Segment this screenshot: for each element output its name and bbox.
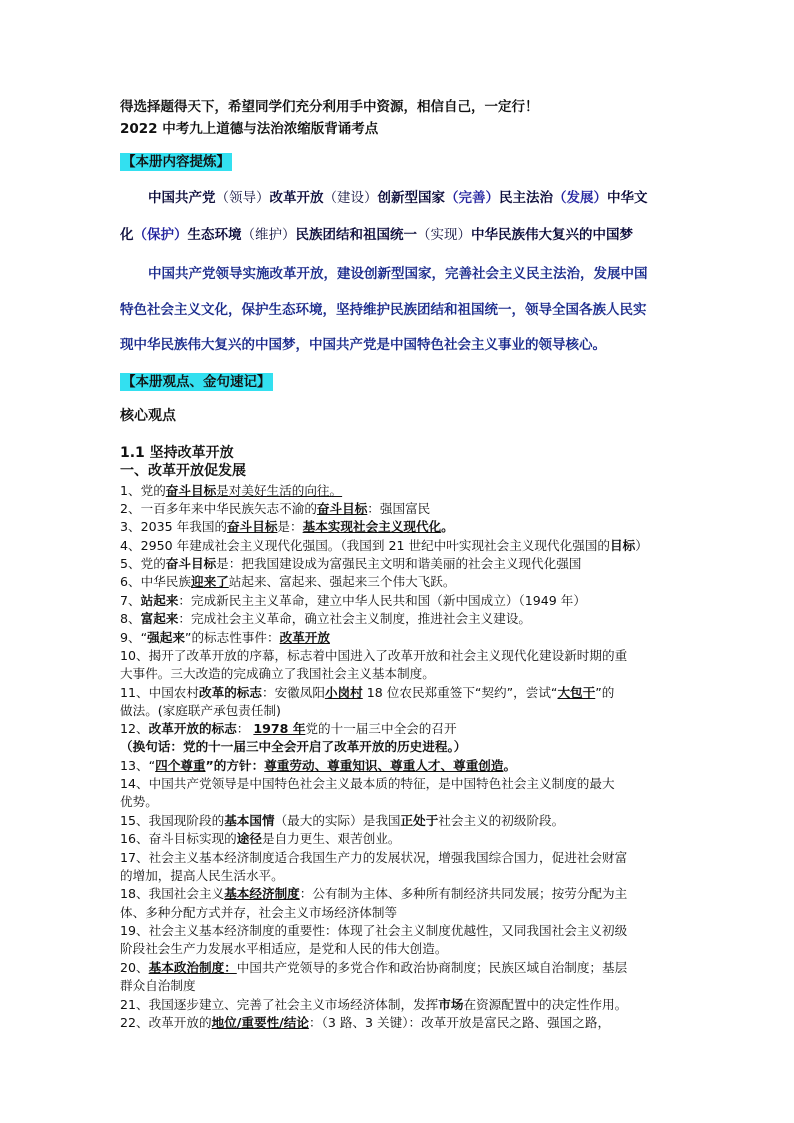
viewpoint-text: 在资源配置中的决定性作用。 <box>463 997 628 1012</box>
viewpoint-text: 站起来、富起来、强起来三个伟大飞跃。 <box>228 574 456 589</box>
summary-term: 民主法治 <box>499 190 553 206</box>
viewpoint-line <box>120 865 284 884</box>
viewpoint-text: 1、党的 <box>120 483 166 498</box>
viewpoint-text: 奋斗目标 <box>165 483 217 498</box>
viewpoint-text: 。 <box>503 758 517 773</box>
summary-paren: （保护） <box>133 227 188 243</box>
viewpoint-line <box>120 938 447 957</box>
section-heading-label: 【本册内容提炼】 <box>122 154 230 170</box>
viewpoint-line <box>120 773 615 792</box>
viewpoint-text: 15、我国现阶段的 <box>120 813 225 828</box>
summary-line-1 <box>148 186 648 206</box>
summary-paren: （领导） <box>215 190 270 206</box>
viewpoint-text: 9、“ <box>120 630 148 645</box>
viewpoint-line <box>120 700 281 719</box>
viewpoint-text: 16、奋斗目标实现的 <box>120 831 237 846</box>
summary-term: 中华民族伟大复兴的中国梦 <box>471 227 633 243</box>
viewpoint-line <box>120 718 457 737</box>
summary-paren: （维护） <box>241 227 296 243</box>
summary-term: 改革开放 <box>269 190 324 206</box>
viewpoint-text: 中国共产党领导的多党合作和政治协商制度；民族区域自治制度；基层 <box>236 960 628 975</box>
viewpoint-line <box>120 663 435 682</box>
viewpoint-text: ：安徽凤阳 <box>261 685 325 700</box>
viewpoint-text: 大包干 <box>557 685 596 700</box>
viewpoint-line <box>120 810 564 829</box>
viewpoint-text: 21、我国逐步建立、完善了社会主义市场经济体制，发挥 <box>120 997 439 1012</box>
viewpoint-text: 目标 <box>610 538 636 553</box>
viewpoint-text: 11、中国农村 <box>120 685 199 700</box>
viewpoint-text: 18 位农民郑重签下“契约”，尝试“ <box>362 685 558 700</box>
summary-paren: （发展） <box>553 190 607 206</box>
viewpoint-text: 迎来了 <box>190 574 229 589</box>
viewpoint-text: 群众自治制度 <box>120 978 196 993</box>
viewpoint-line <box>120 498 430 517</box>
viewpoint-text: 小岗村 <box>324 685 363 700</box>
summary-line-2 <box>120 223 633 243</box>
viewpoint-line <box>120 791 158 810</box>
viewpoint-text: 2、一百多年来中华民族矢志不渝的 <box>120 501 317 516</box>
summary-paragraph-line: 现中华民族伟大复兴的中国梦，中国共产党是中国特色社会主义事业的领导核心。 <box>120 337 606 353</box>
summary-term: 中国共产党 <box>148 190 216 206</box>
viewpoint-text: ） <box>635 538 648 553</box>
summary-term: 创新型国家 <box>377 190 445 206</box>
viewpoint-text: 大事件。三大改造的完成确立了我国社会主义基本制度。 <box>120 666 435 681</box>
viewpoint-text: ：强国富民 <box>367 501 431 516</box>
viewpoint-text: 改革开放的标志 <box>148 721 237 736</box>
section-heading-viewpoints <box>120 370 273 390</box>
viewpoint-text: 的增加，提高人民生活水平。 <box>120 868 284 883</box>
viewpoint-line <box>120 571 455 590</box>
viewpoint-text: 22、改革开放的 <box>120 1015 212 1030</box>
summary-term: 化 <box>120 227 134 243</box>
summary-term: 生态环境 <box>187 227 242 243</box>
viewpoint-line <box>120 535 648 554</box>
viewpoint-text: 3、2035 年我国的 <box>120 519 228 534</box>
viewpoint-text: ：（3 路、3 关键）：改革开放是富民之路、强国之路， <box>308 1015 611 1030</box>
viewpoint-text: ：完成社会主义革命，确立社会主义制度，推进社会主义建设。 <box>178 611 532 626</box>
viewpoint-text: 12、 <box>120 721 149 736</box>
viewpoint-text: 站起来 <box>140 593 179 608</box>
section-heading-content <box>120 150 232 170</box>
viewpoint-text: 10、揭开了改革开放的序幕，标志着中国进入了改革开放和社会主义现代化建设新时期的重 <box>120 648 628 663</box>
doc-title: 2022 中考九上道德与法治浓缩版背诵考点 <box>120 121 379 137</box>
summary-paragraph-line: 特色社会主义文化，保护生态环境，坚持维护民族团结和祖国统一，领导全国各族人民实 <box>120 302 647 318</box>
viewpoint-text: ：完成新民主主义革命，建立中华人民共和国（新中国成立）（1949 年） <box>178 593 586 608</box>
viewpoint-text: ：公有制为主体、多种所有制经济共同发展；按劳分配为主 <box>299 886 628 901</box>
viewpoint-line <box>120 608 531 627</box>
viewpoint-text: （换句话：党的十一届三中全会开启了改革开放的历史进程。） <box>120 739 467 754</box>
viewpoint-line <box>120 590 586 609</box>
viewpoint-text: ”的 <box>595 685 615 700</box>
viewpoint-text: 尊重劳动、尊重知识、尊重人才、尊重创造 <box>264 758 504 773</box>
viewpoint-text: 基本经济制度 <box>224 886 300 901</box>
lesson-title: 1.1 坚持改革开放 <box>120 445 234 461</box>
summary-paragraph-line: 中国共产党领导实施改革开放，建设创新型国家，完善社会主义民主法治，发展中国 <box>148 266 648 282</box>
viewpoint-text: 党的十一届三中全会的召开 <box>305 721 457 736</box>
viewpoint-text: 市场 <box>438 997 464 1012</box>
viewpoint-text: ： <box>236 721 254 736</box>
viewpoint-text: 20、 <box>120 960 149 975</box>
viewpoint-text: 4、2950 年建成社会主义现代化强国。（我国到 21 世纪中叶实现社会主义现代化强国的 <box>120 538 610 553</box>
viewpoint-line <box>120 516 454 535</box>
core-viewpoints-heading: 核心观点 <box>120 408 176 424</box>
viewpoint-text: 强起来 <box>147 630 185 645</box>
viewpoint-line <box>120 828 401 847</box>
viewpoint-text: 是自力更生、艰苦创业。 <box>261 831 401 846</box>
viewpoint-text: 奋斗目标 <box>165 556 217 571</box>
viewpoint-line <box>120 957 627 976</box>
summary-term: 民族团结和祖国统一 <box>295 227 417 243</box>
viewpoint-text: 富起来 <box>140 611 179 626</box>
viewpoint-text: 改革开放 <box>279 630 330 645</box>
viewpoint-text: 是：把我国建设成为富强民主文明和谐美丽的社会主义现代化强国 <box>216 556 582 571</box>
viewpoint-line <box>120 627 330 646</box>
viewpoint-text: 四个尊重 <box>155 758 206 773</box>
viewpoint-text: （最大的实际）是我国 <box>274 813 401 828</box>
viewpoint-text: 奋斗目标 <box>227 519 278 534</box>
viewpoint-text: 14、中国共产党领导是中国特色社会主义最本质的特征，是中国特色社会主义制度的最大 <box>120 776 615 791</box>
viewpoint-line <box>120 994 627 1013</box>
viewpoint-text: 改革的标志 <box>199 685 262 700</box>
viewpoint-text: 基本国情 <box>224 813 275 828</box>
viewpoint-line <box>120 736 466 755</box>
part-title: 一、改革开放促发展 <box>120 463 246 479</box>
viewpoint-line <box>120 883 627 902</box>
viewpoint-text: ”的方针： <box>205 758 265 773</box>
viewpoint-line <box>120 847 627 866</box>
viewpoint-text: 做法。(家庭联产承包责任制) <box>120 703 281 718</box>
summary-paren: （实现） <box>417 227 471 243</box>
viewpoint-line <box>120 975 196 994</box>
summary-term: 中华文 <box>607 190 648 206</box>
viewpoint-text: 地位/重要性/结论 <box>211 1015 309 1030</box>
viewpoint-text: 1978 年 <box>253 721 306 736</box>
viewpoint-text: 是对美好生活的向往。 <box>216 483 343 498</box>
viewpoint-text: 19、社会主义基本经济制度的重要性：体现了社会主义制度优越性，又同我国社会主义初级 <box>120 923 628 938</box>
section-heading-label: 【本册观点、金句速记】 <box>122 374 271 390</box>
viewpoint-text: 18、我国社会主义 <box>120 886 225 901</box>
viewpoint-text: 8、 <box>120 611 141 626</box>
viewpoint-text: 是： <box>277 519 303 534</box>
viewpoint-text: 基本政治制度： <box>148 960 237 975</box>
summary-paren: （完善） <box>445 190 499 206</box>
viewpoint-text: 。 <box>441 519 454 534</box>
viewpoint-text: 正处于 <box>400 813 439 828</box>
viewpoint-text: 阶段社会生产力发展水平相适应，是党和人民的伟大创造。 <box>120 941 448 956</box>
viewpoint-line <box>120 920 627 939</box>
viewpoint-line <box>120 1012 610 1031</box>
viewpoint-line <box>120 902 397 921</box>
viewpoint-text: 优势。 <box>120 794 158 809</box>
viewpoint-line <box>120 682 614 701</box>
viewpoint-text: 体、多种分配方式并存，社会主义市场经济体制等 <box>120 905 398 920</box>
summary-paren: （建设） <box>323 190 378 206</box>
viewpoint-text: 社会主义的初级阶段。 <box>438 813 565 828</box>
viewpoint-text: 6、中华民族 <box>120 574 191 589</box>
viewpoint-text: ”的标志性事件： <box>184 630 280 645</box>
viewpoint-line <box>120 553 581 572</box>
viewpoint-text: 基本实现社会主义现代化 <box>302 519 442 534</box>
viewpoint-text: 5、党的 <box>120 556 166 571</box>
viewpoint-text: 奋斗目标 <box>316 501 368 516</box>
viewpoint-line <box>120 645 627 664</box>
intro-slogan: 得选择题得天下，希望同学们充分利用手中资源，相信自己，一定行！ <box>120 99 539 115</box>
viewpoint-text: 7、 <box>120 593 141 608</box>
viewpoint-text: 13、“ <box>120 758 156 773</box>
viewpoint-text: 途径 <box>236 831 262 846</box>
viewpoint-line <box>120 480 342 499</box>
viewpoint-line <box>120 755 516 774</box>
viewpoint-text: 17、社会主义基本经济制度适合我国生产力的发展状况，增强我国综合国力，促进社会财富 <box>120 850 628 865</box>
